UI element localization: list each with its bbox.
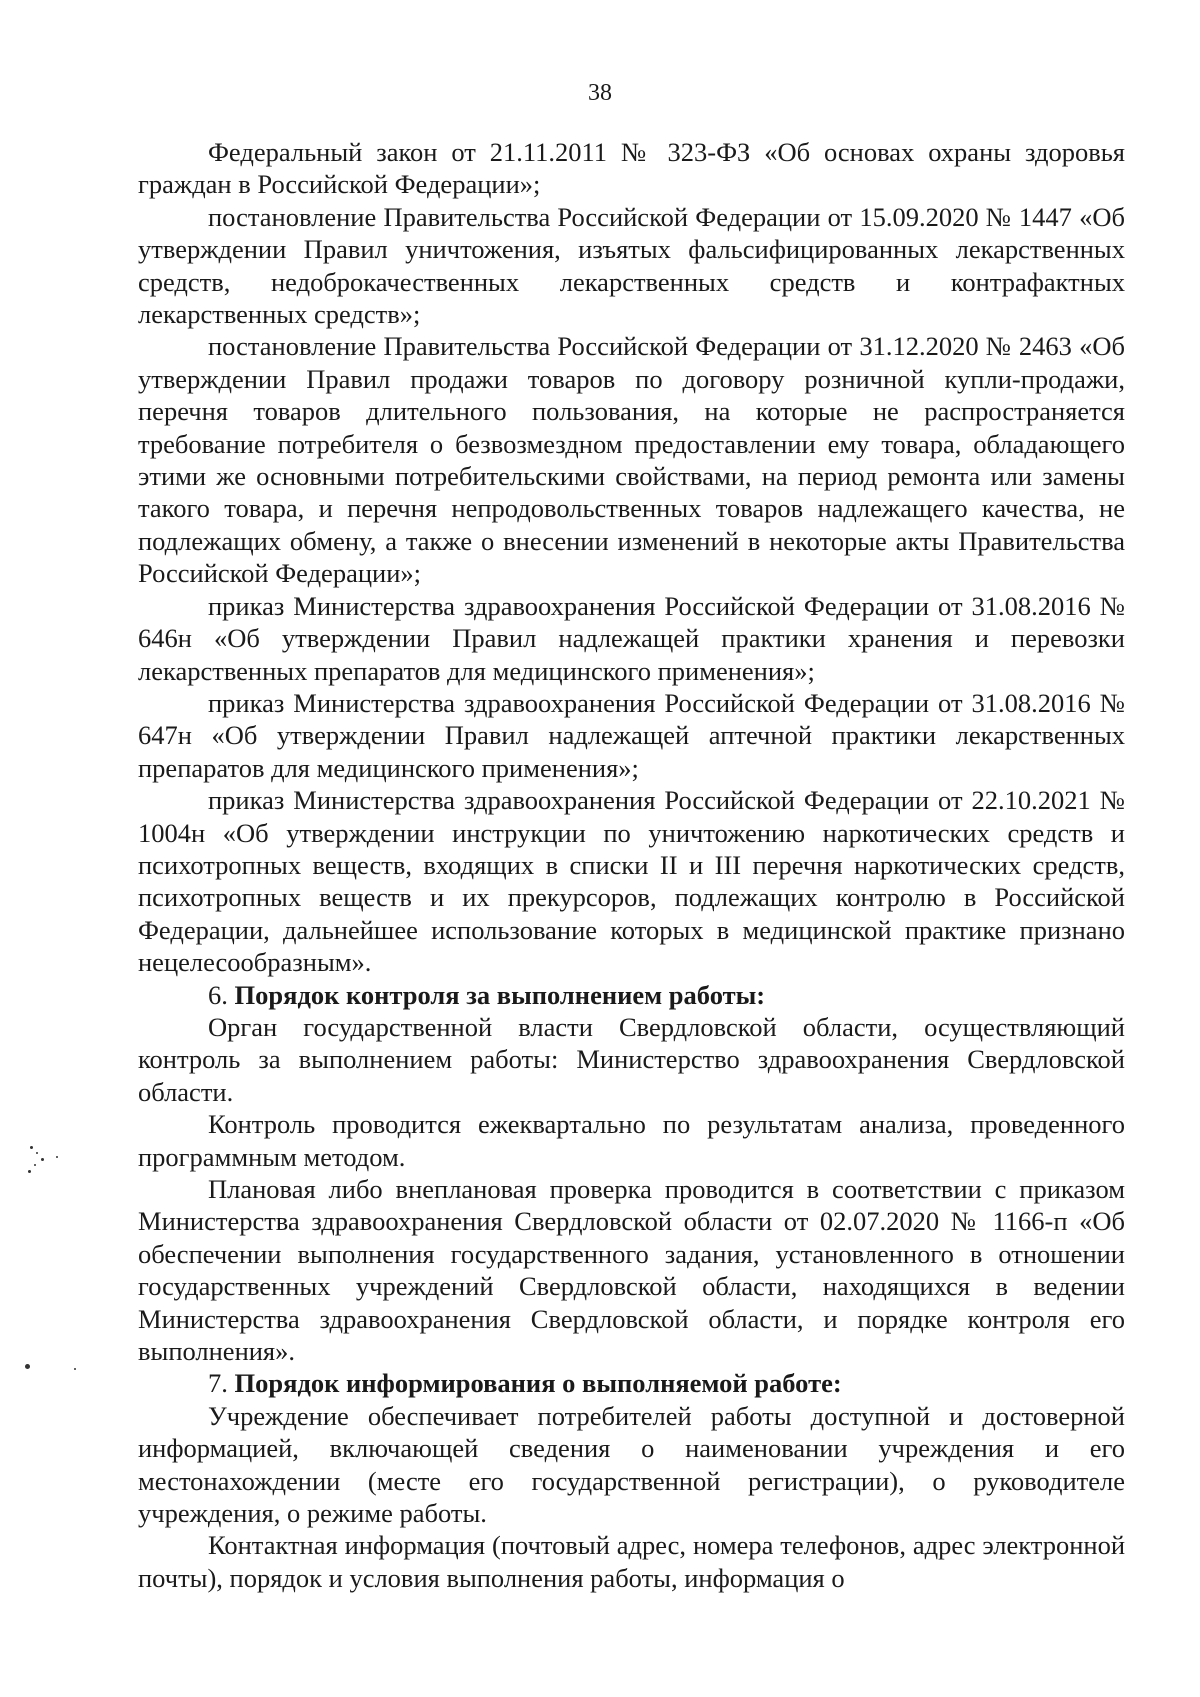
scan-speck [25,1364,30,1369]
section-6-heading [138,979,1125,1011]
scan-speck [56,1156,58,1158]
section-6-paragraph: Плановая либо внеплановая проверка проводится в соответствии с приказом Министерства здравоохранения Свердловской области от 02.07.2020 № 1166-п «Об обеспечении выполнения государственного задания, установленного в отношении государственных учреждений Свердловской области, находящихся в ведении Министерства здравоохранения Свердловской области, и порядке контроля его выполнения». [138,1174,1125,1367]
paragraph-order-647n: приказ Министерства здравоохранения Российской Федерации от 31.08.2016 № 647н «Об утверждении Правил надлежащей аптечной практики лекарственных препаратов для медицинского применения»; [138,687,1125,783]
paragraph-federal-law-323: Федеральный закон от 21.11.2011 № 323-ФЗ «Об основах охраны здоровья граждан в Российской Федерации»; [138,137,1125,200]
paragraph-order-1004n: приказ Министерства здравоохранения Российской Федерации от 22.10.2021 № 1004н «Об утверждении инструкции по уничтожению наркотических средств и психотропных веществ, входящих в списки II и III перечня наркотических средств, психотропных веществ и их прекурсоров, подлежащих контролю в Российской Федерации, дальнейшее использование которых в медицинской практике признано нецелесообразным». [138,785,1125,978]
paragraph-resolution-1447: постановление Правительства Российской Федерации от 15.09.2020 № 1447 «Об утверждении Правил уничтожения, изъятых фальсифицированных лекарственных средств, недоброкачественных лекарственных средств и контрафактных лекарственных средств»; [138,201,1125,330]
page-number: 38 [588,80,612,106]
section-6-paragraph: Орган государственной власти Свердловской области, осуществляющий контроль за выполнением работы: Министерство здравоохранения Свердловской области. [138,1011,1125,1107]
section-6-number: 6. [208,979,228,1010]
section-7-number: 7. [208,1368,228,1399]
section-6-paragraph: Контроль проводится ежеквартально по результатам анализа, проведенного программным методом. [138,1109,1125,1172]
scan-speck [41,1158,44,1161]
scan-speck [28,1170,31,1173]
section-7-paragraph: Учреждение обеспечивает потребителей работы доступной и достоверной информацией, включающей сведения о наименовании учреждения и его местонахождении (месте его государственной регистрации), о руководителе учреждения, о режиме работы. [138,1400,1125,1529]
scan-speck [34,1164,36,1166]
scan-speck [30,1146,33,1149]
paragraph-order-646n: приказ Министерства здравоохранения Российской Федерации от 31.08.2016 № 646н «Об утверждении Правил надлежащей практики хранения и перевозки лекарственных препаратов для медицинского применения»; [138,590,1125,686]
paragraph-resolution-2463: постановление Правительства Российской Федерации от 31.12.2020 № 2463 «Об утверждении Правил продажи товаров по договору розничной купли-продажи, перечня товаров длительного пользования, на которые не распространяется требование потребителя о безвозмездном предоставлении ему товара, обладающего этими же основными потребительскими свойствами, на период ремонта или замены такого товара, и перечня непродовольственных товаров надлежащего качества, не подлежащих обмену, а также о внесении изменений в некоторые акты Правительства Российской Федерации»; [138,331,1125,589]
document-body [138,136,1125,1594]
scan-specks [0,0,120,1697]
scan-speck [36,1152,38,1154]
scan-speck [74,1368,76,1370]
section-7-paragraph: Контактная информация (почтовый адрес, номера телефонов, адрес электронной почты), порядок и условия выполнения работы, информация о [138,1530,1125,1593]
section-6-title: Порядок контроля за выполнением работы: [234,979,766,1010]
section-7-heading [138,1367,1125,1399]
section-7-title: Порядок информирования о выполняемой работе: [234,1368,842,1399]
